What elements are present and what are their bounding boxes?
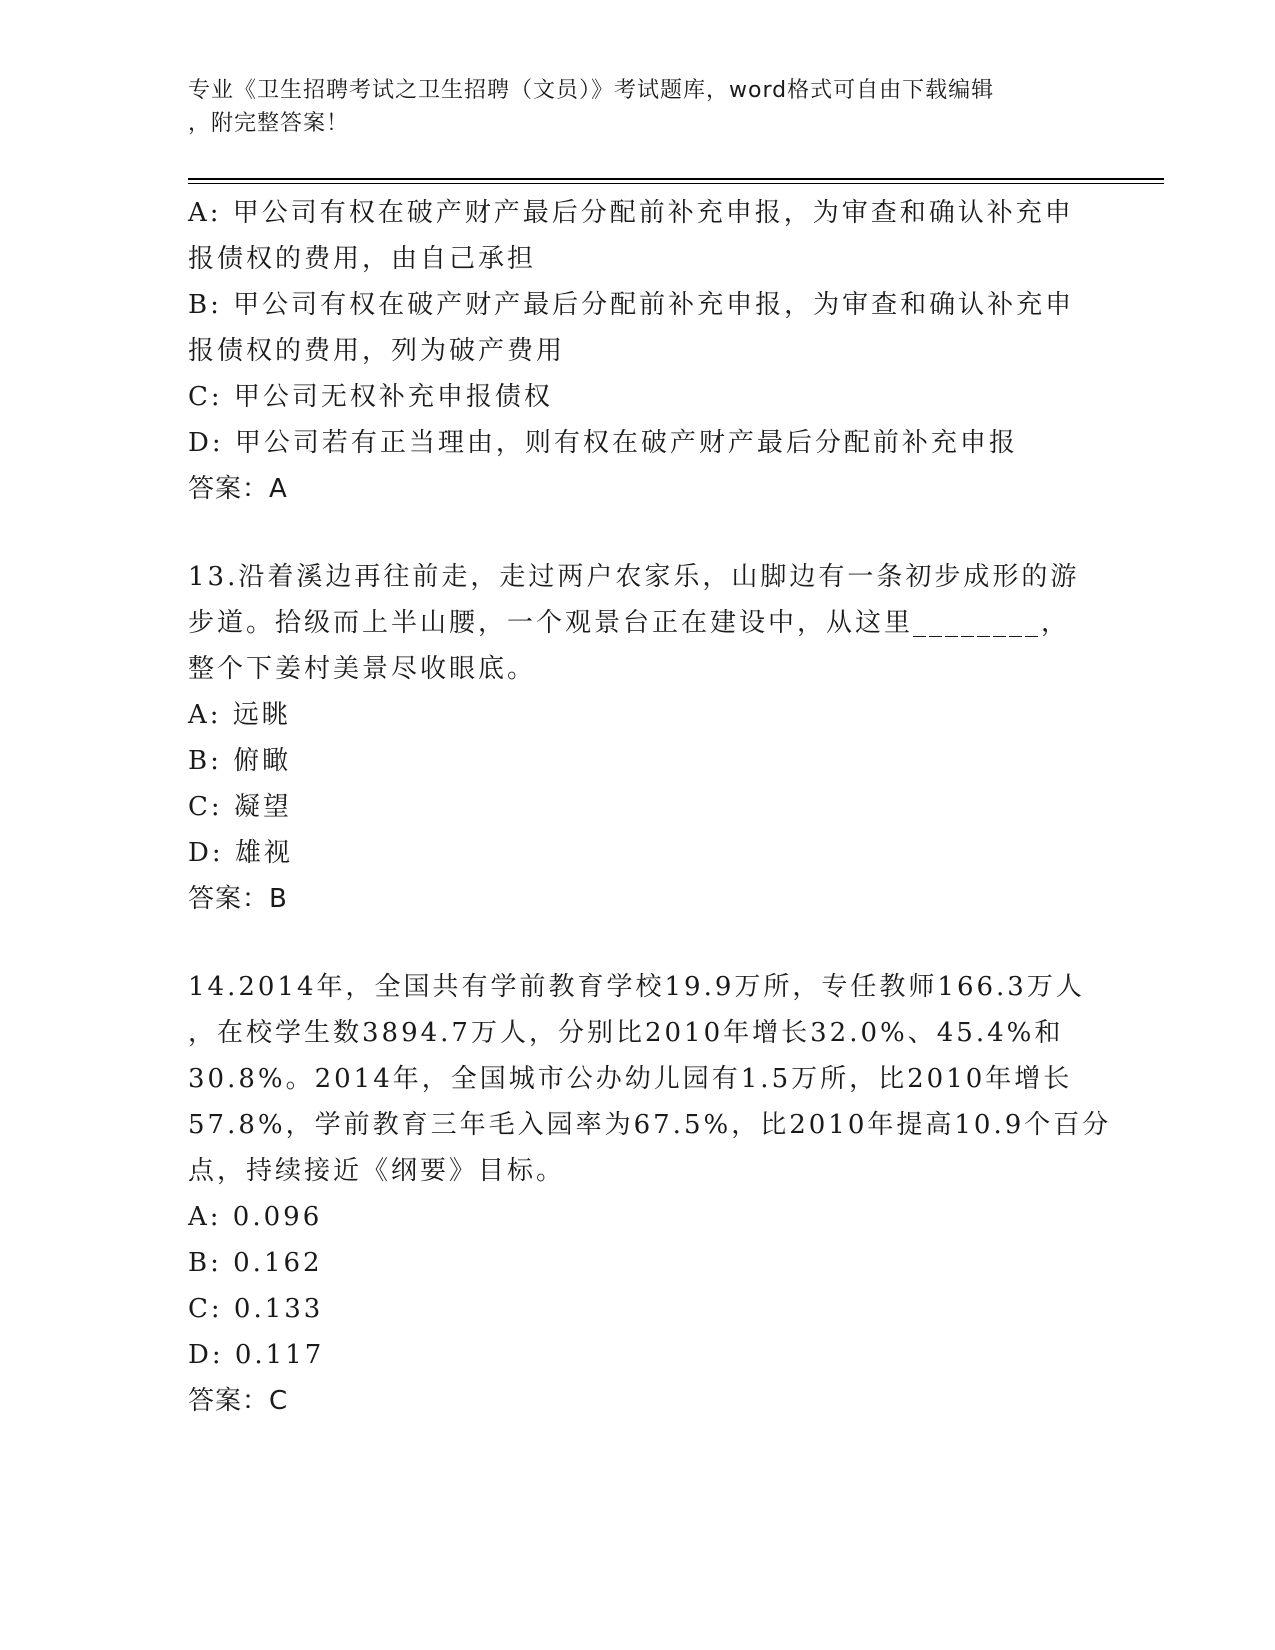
spacer xyxy=(188,922,1088,964)
option-line: D: 甲公司若有正当理由，则有权在破产财产最后分配前补充申报 xyxy=(188,428,1018,458)
option-line: A: 甲公司有权在破产财产最后分配前补充申报，为审查和确认补充申 xyxy=(188,198,1074,228)
question-12 xyxy=(188,190,1088,512)
spacer xyxy=(188,512,1088,554)
question-13 xyxy=(188,554,1088,922)
document-header xyxy=(188,74,1068,140)
option-line: D: 雄视 xyxy=(188,838,293,868)
question-stem-line: 点，持续接近《纲要》目标。 xyxy=(188,1156,566,1186)
header-divider xyxy=(188,183,1164,184)
option-line: A: 0.096 xyxy=(188,1202,323,1232)
option-line: B: 俯瞰 xyxy=(188,746,292,776)
question-stem-line: 57.8%，学前教育三年毛入园率为67.5%，比2010年提高10.9个百分 xyxy=(188,1110,1112,1140)
answer-line: 答案：A xyxy=(188,474,288,504)
question-stem-line: 步道。拾级而上半山腰，一个观景台正在建设中，从这里________， xyxy=(188,608,1071,638)
answer-line: 答案：B xyxy=(188,884,288,914)
header-title-line: 专业《卫生招聘考试之卫生招聘（文员）》考试题库，word格式可自由下载编辑 xyxy=(188,78,995,103)
answer-line: 答案：C xyxy=(188,1386,289,1416)
option-line: 报债权的费用，列为破产费用 xyxy=(188,336,566,366)
question-stem-line: 13.沿着溪边再往前走，走过两户农家乐，山脚边有一条初步成形的游 xyxy=(188,562,1080,592)
option-line: D: 0.117 xyxy=(188,1340,325,1370)
question-stem-line: ，在校学生数3894.7万人，分别比2010年增长32.0%、45.4%和 xyxy=(188,1018,1064,1048)
option-line: C: 凝望 xyxy=(188,792,292,822)
question-14 xyxy=(188,964,1112,1424)
option-line: C: 甲公司无权补充申报债权 xyxy=(188,382,553,412)
question-stem-line: 整个下姜村美景尽收眼底。 xyxy=(188,654,537,684)
question-stem-line: 30.8%。2014年，全国城市公办幼儿园有1.5万所，比2010年增长 xyxy=(188,1064,1073,1094)
option-line: 报债权的费用，由自己承担 xyxy=(188,244,537,274)
question-list xyxy=(188,190,1112,1424)
header-title-line: ，附完整答案！ xyxy=(188,111,350,136)
header-divider xyxy=(188,178,1164,180)
question-stem-line: 14.2014年，全国共有学前教育学校19.9万所，专任教师166.3万人 xyxy=(188,972,1085,1002)
option-line: A: 远眺 xyxy=(188,700,291,730)
option-line: B: 甲公司有权在破产财产最后分配前补充申报，为审查和确认补充申 xyxy=(188,290,1075,320)
option-line: B: 0.162 xyxy=(188,1248,323,1278)
option-line: C: 0.133 xyxy=(188,1294,324,1324)
